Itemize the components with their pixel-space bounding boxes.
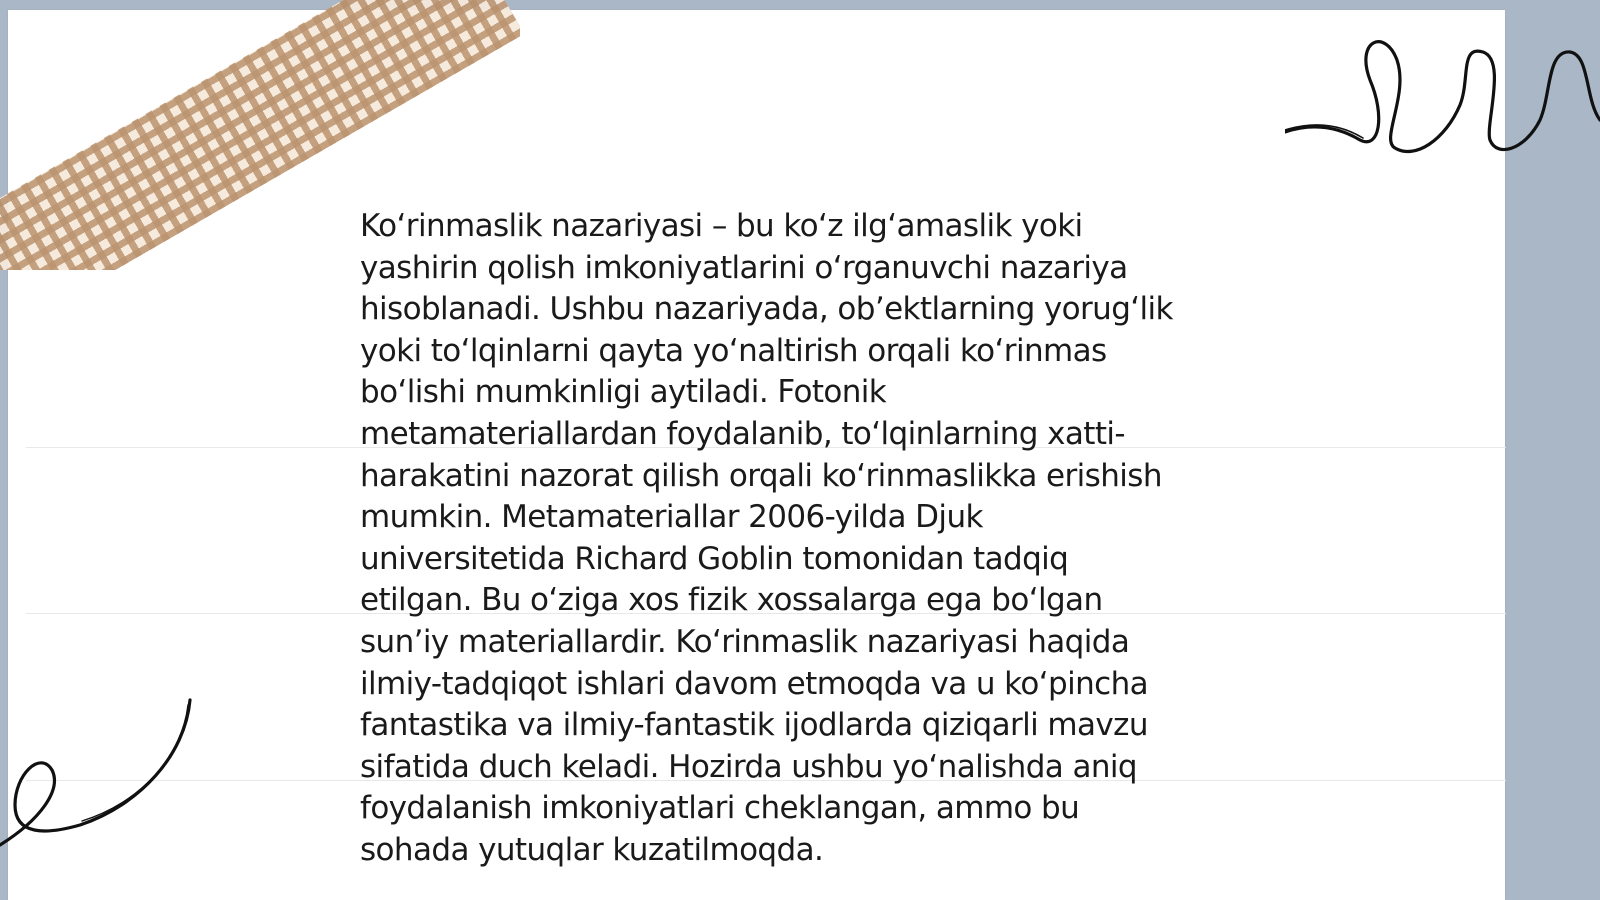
- loop-scribble-icon: [1285, 30, 1600, 165]
- swirl-scribble-icon: [0, 695, 200, 855]
- body-paragraph: Koʻrinmaslik nazariyasi – bu koʻz ilgʻamaslik yoki yashirin qolish imkoniyatlarini oʻrganuvchi nazariya hisoblanadi. Ushbu nazariyada, obʼektlarning yorugʻlik yoki toʻlqinlarni qayta yoʻnaltirish orqali koʻrinmas boʻlishi mumkinligi aytiladi. Fotonik metamateriallardan foydalanib, toʻlqinlarning xatti- harakatini nazorat qilish orqali koʻrinmaslikka erishish mumkin. Metamateriallar 2006-yilda Djuk universitetida Richard Goblin tomonidan tadqiq etilgan. Bu oʻziga xos fizik xossalarga ega boʻlgan sunʼiy materiallardir. Koʻrinmaslik nazariyasi haqida ilmiy-tadqiqot ishlari davom etmoqda va u koʻpincha fantastika va ilmiy-fantastik ijodlarda qiziqarli mavzu sifatida duch keladi. Hozirda ushbu yoʻnalishda aniq foydalanish imkoniyatlari cheklangan, ammo bu sohada yutuqlar kuzatilmoqda.: [360, 208, 1173, 868]
